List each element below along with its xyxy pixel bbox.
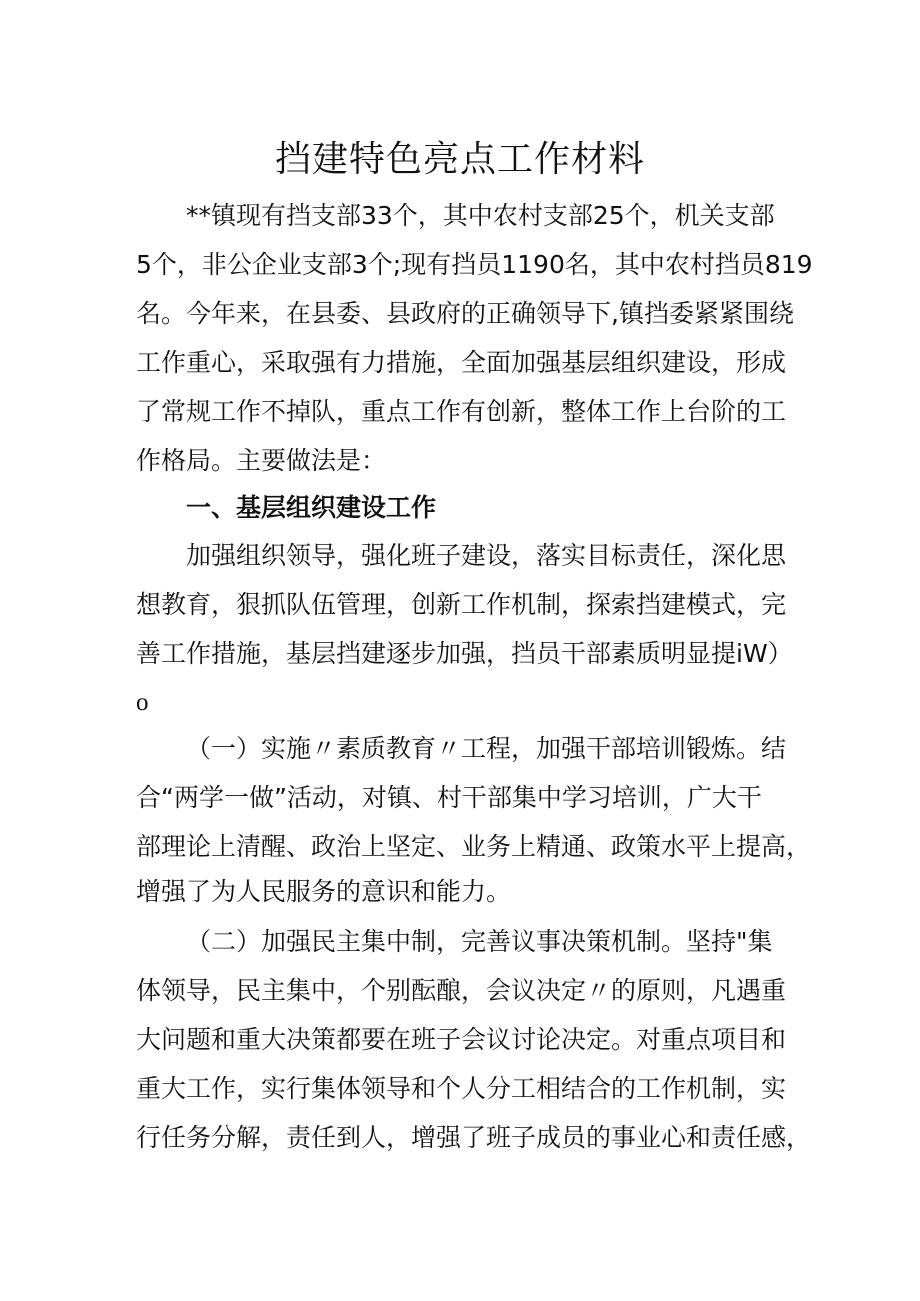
paragraph-line: 作格局。主要做法是： — [136, 446, 387, 475]
paragraph-line: 部理论上清醒、政治上坚定、业务上精通、政策水平上提高， — [136, 832, 812, 861]
page-title: 挡建特色亮点工作材料 — [274, 139, 645, 180]
subsection-line: （二）加强民主集中制，完善议事决策机制。坚持"集 — [186, 927, 773, 956]
section-heading: 一、基层组织建设工作 — [186, 493, 437, 522]
paragraph-line: 合“两学一做”活动，对镇、村干部集中学习培训，广大干 — [136, 783, 762, 812]
paragraph-line: 善工作措施，基层挡建逐步加强，挡员干部素质明显提iW） — [136, 639, 793, 668]
paragraph-line: 增强了为人民服务的意识和能力。 — [136, 877, 512, 906]
paragraph-line: 加强组织领导，强化班子建设，落实目标责任，深化思 — [186, 541, 787, 570]
paragraph-line: 名。今年来，在县委、县政府的正确领导下,镇挡委紧紧围绕 — [136, 299, 794, 328]
paragraph-line: o — [136, 689, 149, 716]
paragraph-line: 大问题和重大决策都要在班子会议讨论决定。对重点项目和 — [136, 1025, 787, 1054]
paragraph-line: **镇现有挡支部33个，其中农村支部25个，机关支部 — [186, 201, 775, 230]
subsection-line: （一）实施〃素质教育〃工程，加强干部培训锻炼。结 — [186, 734, 787, 763]
paragraph-line: 行任务分解，责任到人，增强了班子成员的事业心和责任感， — [136, 1123, 812, 1152]
paragraph-line: 5个，非公企业支部3个;现有挡员1190名，其中农村挡员819 — [136, 250, 813, 279]
paragraph-line: 想教育，狠抓队伍管理，创新工作机制，探索挡建模式，完 — [136, 590, 787, 619]
paragraph-line: 了常规工作不掉队，重点工作有创新，整体工作上台阶的工 — [136, 397, 787, 426]
paragraph-line: 体领导，民主集中，个别酝酿，会议决定〃的原则，凡遇重 — [136, 976, 787, 1005]
paragraph-line: 重大工作，实行集体领导和个人分工相结合的工作机制，实 — [136, 1074, 787, 1103]
paragraph-line: 工作重心，采取强有力措施，全面加强基层组织建设，形成 — [136, 348, 787, 377]
